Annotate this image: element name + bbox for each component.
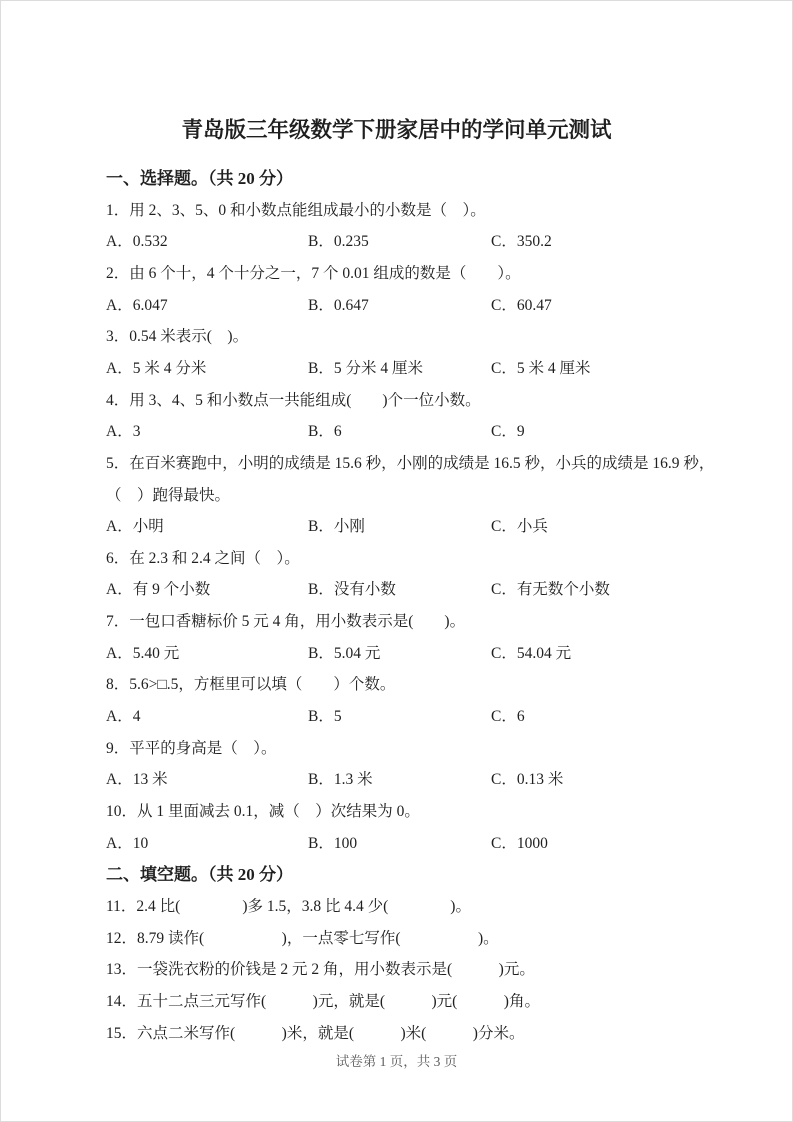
q8-option-a: A．4	[106, 708, 141, 726]
q9-option-c: C．0.13 米	[491, 771, 564, 789]
q10-option-b: B．100	[308, 834, 358, 852]
page-title: 青岛版三年级数学下册家居中的学问单元测试	[181, 118, 612, 142]
q9-option-b: B．1.3 米	[308, 771, 373, 789]
q7-options-row	[106, 638, 731, 670]
q2-option-b: B．0.647	[308, 296, 369, 314]
q2-option-c: C．60.47	[491, 296, 552, 314]
q6-option-a: A．有 9 个小数	[106, 581, 211, 599]
q5-stem: 5．在百米赛跑中，小明的成绩是 15.6 秒，小刚的成绩是 16.5 秒，小兵的成绩是 16.9 秒，（ ）跑得最快。	[106, 454, 715, 504]
q7-stem: 7．一包口香糖标价 5 元 4 角，用小数表示是( )。	[106, 613, 466, 631]
q8-stem: 8．5.6>□.5，方框里可以填（ ）个数。	[106, 676, 396, 694]
q4-options-row	[106, 416, 731, 448]
q5-option-a: A．小明	[106, 518, 164, 536]
q9-options-row	[106, 764, 731, 796]
q10-option-a: A．10	[106, 834, 149, 852]
q1-stem: 1．用 2、3、5、0 和小数点能组成最小的小数是（ ）。	[106, 201, 486, 219]
q10-options-row	[106, 828, 731, 860]
q7-option-b: B．5.04 元	[308, 644, 381, 662]
q4-option-c: C．9	[491, 423, 525, 441]
q6-option-b: B．没有小数	[308, 581, 396, 599]
q6-option-c: C．有无数个小数	[491, 581, 610, 599]
q10-stem: 10．从 1 里面减去 0.1，减（ ）次结果为 0。	[106, 803, 420, 821]
q10-option-c: C．1000	[491, 834, 548, 852]
q5-options-row	[106, 511, 731, 543]
q3-option-a: A．5 米 4 分米	[106, 359, 207, 377]
q11-stem: 11．2.4 比( )多 1.5，3.8 比 4.4 少( )。	[106, 897, 471, 915]
q5-option-c: C．小兵	[491, 518, 548, 536]
q3-option-b: B．5 分米 4 厘米	[308, 359, 423, 377]
q5-option-b: B．小刚	[308, 518, 365, 536]
q2-stem: 2．由 6 个十，4 个十分之一，7 个 0.01 组成的数是（ ）。	[106, 264, 521, 282]
q6-options-row	[106, 574, 731, 606]
q4-option-a: A．3	[106, 423, 141, 441]
q2-options-row	[106, 290, 731, 322]
section2-heading: 二、填空题。（共 20 分）	[106, 865, 293, 885]
page-footer: 试卷第 1 页，共 3 页	[335, 1054, 458, 1069]
q1-option-a: A．0.532	[106, 233, 168, 251]
q3-options-row	[106, 353, 731, 385]
q3-stem: 3．0.54 米表示( )。	[106, 328, 249, 346]
section1-heading: 一、选择题。（共 20 分）	[106, 169, 293, 188]
q15-stem: 15．六点二米写作( )米，就是( )米( )分米。	[106, 1024, 525, 1042]
q7-option-a: A．5.40 元	[106, 644, 180, 662]
q8-options-row	[106, 701, 731, 733]
q4-option-b: B．6	[308, 423, 342, 441]
q1-options-row	[106, 226, 731, 258]
q3-option-c: C．5 米 4 厘米	[491, 359, 591, 377]
paper-content	[106, 163, 731, 1049]
q9-option-a: A．13 米	[106, 771, 168, 789]
q8-option-b: B．5	[308, 708, 342, 726]
q2-option-a: A．6.047	[106, 296, 168, 314]
q12-stem: 12．8.79 读作( )，一点零七写作( )。	[106, 929, 499, 947]
q4-stem: 4．用 3、4、5 和小数点一共能组成( )个一位小数。	[106, 391, 481, 409]
q6-stem: 6．在 2.3 和 2.4 之间（ ）。	[106, 549, 300, 567]
q9-stem: 9．平平的身高是（ ）。	[106, 739, 277, 757]
q1-option-b: B．0.235	[308, 233, 369, 251]
q8-option-c: C．6	[491, 708, 525, 726]
q14-stem: 14．五十二点三元写作( )元，就是( )元( )角。	[106, 992, 540, 1010]
q1-option-c: C．350.2	[491, 233, 552, 251]
q13-stem: 13．一袋洗衣粉的价钱是 2 元 2 角，用小数表示是( )元。	[106, 961, 535, 979]
q7-option-c: C．54.04 元	[491, 644, 572, 662]
